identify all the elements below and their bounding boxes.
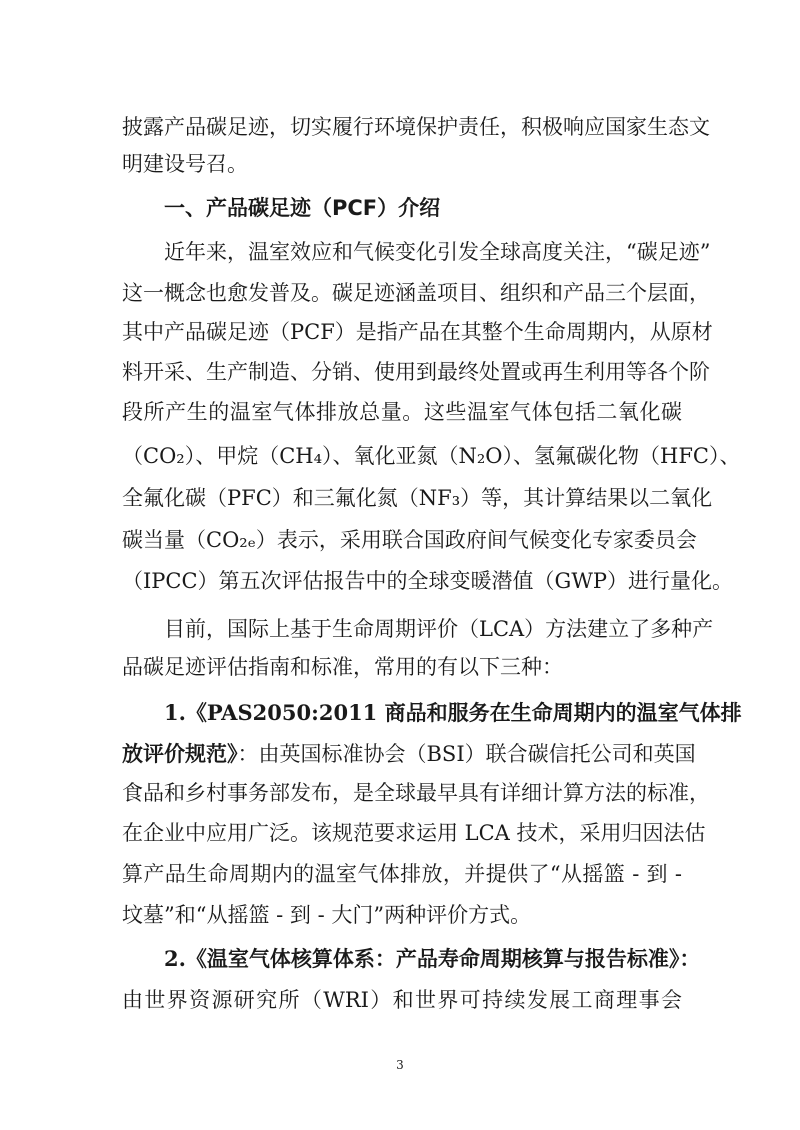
body-line-6: 其中产品碳足迹（PCF）是指产品在其整个生命周期内，从原材	[122, 320, 713, 344]
body-line-22: 由世界资源研究所（WRI）和世界可持续发展工商理事会	[122, 988, 682, 1012]
body-line-16	[122, 740, 696, 768]
body-line-9: （CO₂）、甲烷（CH₄）、氧化亚氮（N₂O）、氢氟碳化物（HFC）、	[122, 444, 741, 468]
body-line-13: 目前，国际上基于生命周期评价（LCA）方法建立了多种产	[164, 617, 714, 641]
body-line-12: （IPCC）第五次评估报告中的全球变暖潜值（GWP）进行量化。	[122, 569, 734, 593]
body-line-19: 算产品生命周期内的温室气体排放，并提供了“从摇篮 - 到 -	[122, 862, 682, 886]
body-line-7: 料开采、生产制造、分销、使用到最终处置或再生利用等各个阶	[122, 360, 710, 384]
body-line-17: 食品和乡村事务部发布，是全球最早具有详细计算方法的标准，	[122, 781, 710, 805]
body-line-4: 近年来，温室效应和气候变化引发全球高度关注，“碳足迹”	[164, 240, 711, 264]
body-line-10: 全氟化碳（PFC）和三氟化氮（NF₃）等，其计算结果以二氧化	[122, 486, 713, 510]
list-item-2-title: 2.《温室气体核算体系：产品寿命周期核算与报告标准》：	[164, 946, 701, 971]
body-line-1: 披露产品碳足迹，切实履行环境保护责任，积极响应国家生态文	[122, 115, 710, 139]
body-line-8: 段所产生的温室气体排放总量。这些温室气体包括二氧化碳	[122, 400, 682, 424]
body-line-11: 碳当量（CO₂ₑ）表示，采用联合国政府间气候变化专家委员会	[122, 528, 697, 552]
body-line-20: 坟墓”和“从摇篮 - 到 - 大门”两种评价方式。	[122, 903, 532, 927]
bold-title-continuation: 放评价规范》	[122, 741, 238, 766]
body-line-14: 品碳足迹评估指南和标准，常用的有以下三种：	[122, 655, 563, 679]
list-item-1-title: 1.《PAS2050:2011 商品和服务在生命周期内的温室气体排	[164, 700, 742, 725]
body-line-2: 明建设号召。	[122, 152, 248, 176]
body-line-5: 这一概念也愈发普及。碳足迹涵盖项目、组织和产品三个层面，	[122, 281, 710, 305]
body-line-18: 在企业中应用广泛。该规范要求运用 LCA 技术，采用归因法估	[122, 821, 706, 845]
section-heading: 一、产品碳足迹（PCF）介绍	[164, 196, 441, 220]
line-remainder: ：由英国标准协会（BSI）联合碳信托公司和英国	[237, 742, 696, 766]
page-number: 3	[396, 1058, 404, 1072]
